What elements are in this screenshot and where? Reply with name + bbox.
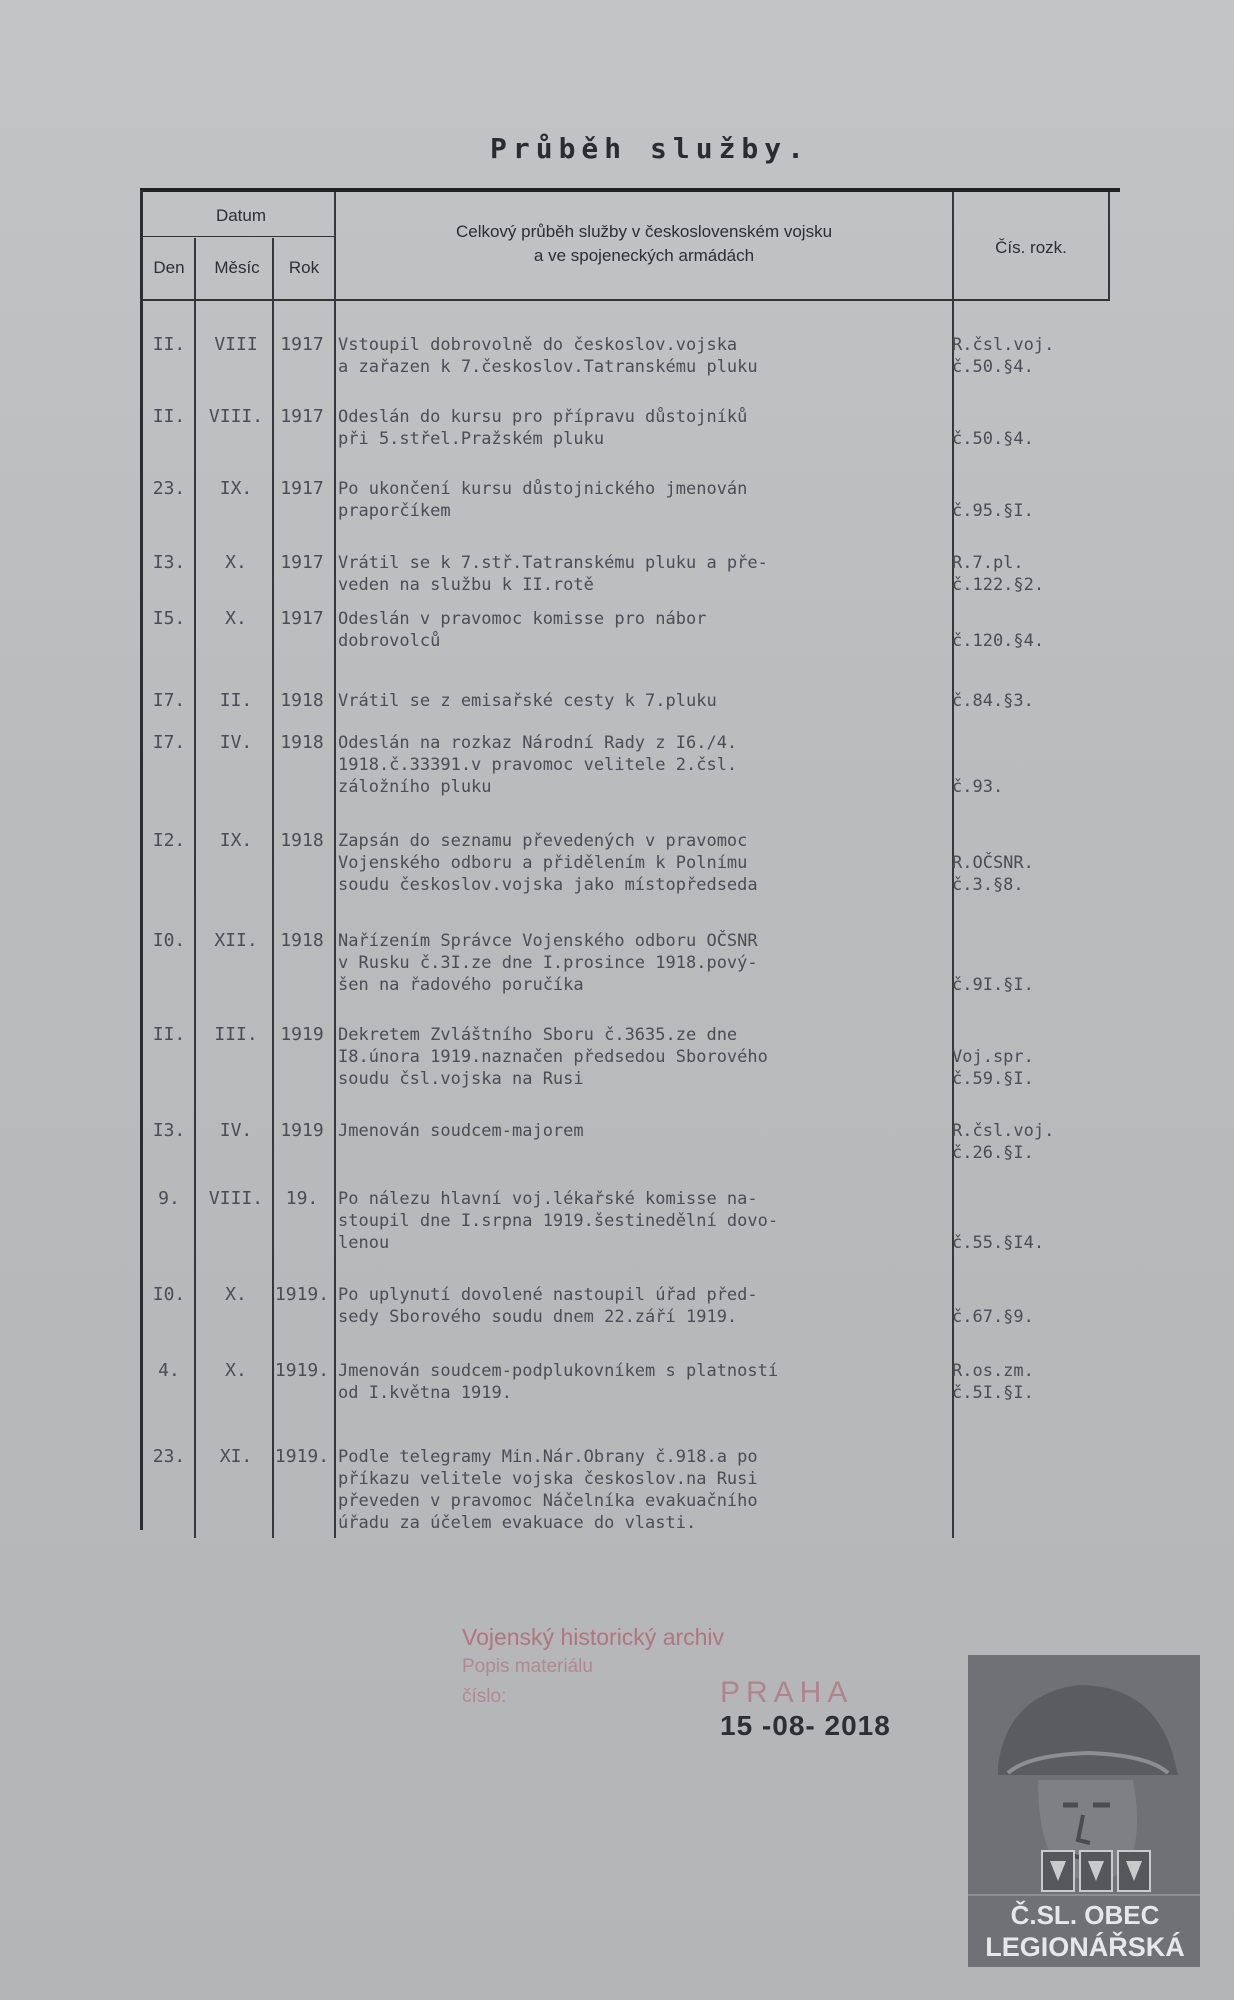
cell-rok: 1919 bbox=[280, 1024, 324, 1045]
cell-rozk: Voj.spr. č.59.§I. bbox=[952, 1047, 1034, 1089]
cell-rok: 1917 bbox=[280, 552, 324, 573]
cell-den: I2. bbox=[152, 830, 186, 851]
cell-rok: 1919 bbox=[280, 1120, 324, 1141]
header-datum: Datum bbox=[215, 206, 267, 225]
cell-rok: 1919. bbox=[274, 1446, 330, 1467]
column-divider-den bbox=[194, 238, 196, 1538]
cell-mesic: VIII. bbox=[208, 1188, 264, 1209]
cell-den: I0. bbox=[152, 1284, 186, 1305]
cell-mesic: IV. bbox=[219, 732, 253, 753]
cell-mesic: XII. bbox=[214, 930, 258, 951]
header-mesic: Měsíc bbox=[214, 258, 260, 277]
cell-rozk: č.84.§3. bbox=[952, 691, 1034, 711]
cell-text: Vstoupil dobrovolně do českoslov.vojska a zařazen k 7.českoslov.Tatranskému pluku bbox=[338, 335, 758, 377]
cell-rozk: R.OČSNR. č.3.§8. bbox=[952, 853, 1034, 895]
cell-text: Jmenován soudcem-majorem bbox=[338, 1121, 584, 1141]
cell-mesic: VIII. bbox=[208, 406, 264, 427]
cell-rozk: R.os.zm. č.5I.§I. bbox=[952, 1361, 1034, 1403]
cell-rok: 1917 bbox=[280, 334, 324, 355]
cell-rozk: č.67.§9. bbox=[952, 1307, 1034, 1327]
cell-rozk: č.9I.§I. bbox=[952, 975, 1034, 995]
cell-text: Po nálezu hlavní voj.lékařské komisse na- stoupil dne I.srpna 1919.šestinedělní dovo- lenou bbox=[338, 1189, 779, 1253]
cell-mesic: IX. bbox=[219, 478, 253, 499]
cell-mesic: III. bbox=[214, 1024, 258, 1045]
cell-den: I0. bbox=[152, 930, 186, 951]
page-title: Průběh služby. bbox=[490, 132, 811, 165]
cell-mesic: XI. bbox=[219, 1446, 253, 1467]
cell-text: Po ukončení kursu důstojnického jmenován praporčíkem bbox=[338, 479, 748, 521]
logo-text-line1: Č.SL. OBEC bbox=[1010, 1900, 1160, 1930]
cell-den: II. bbox=[152, 1024, 186, 1045]
date-stamp-date: 15 -08- 2018 bbox=[720, 1710, 891, 1741]
cell-den: I7. bbox=[152, 732, 186, 753]
cell-text: Vrátil se k 7.stř.Tatranskému pluku a pře- veden na službu k II.rotě bbox=[338, 553, 768, 595]
cell-rozk: č.95.§I. bbox=[952, 501, 1034, 521]
cell-text: Vrátil se z emisařské cesty k 7.pluku bbox=[338, 691, 717, 711]
cell-den: 9. bbox=[158, 1188, 180, 1209]
cell-text: Dekretem Zvláštního Sboru č.3635.ze dne I8.února 1919.naznačen předsedou Sborového soudu čsl.vojska na Rusi bbox=[338, 1025, 768, 1089]
cell-text: Odeslán na rozkaz Národní Rady z I6./4. 1918.č.33391.v pravomoc velitele 2.čsl. záložního pluku bbox=[338, 733, 738, 797]
cell-mesic: IV. bbox=[219, 1120, 253, 1141]
cell-den: I7. bbox=[152, 690, 186, 711]
cell-mesic: X. bbox=[225, 1360, 247, 1381]
date-stamp bbox=[720, 1676, 891, 1742]
column-divider-mesic bbox=[272, 238, 274, 1538]
logo-text-line2: LEGIONÁŘSKÁ bbox=[985, 1932, 1185, 1962]
date-stamp-city: PRAHA bbox=[720, 1676, 854, 1709]
header-rok: Rok bbox=[288, 258, 320, 277]
cell-rozk: č.93. bbox=[952, 777, 1004, 797]
cell-mesic: X. bbox=[225, 552, 247, 573]
cell-mesic: VIII bbox=[214, 334, 258, 355]
cell-rozk: R.čsl.voj. č.50.§4. bbox=[952, 335, 1055, 377]
datum-header-rule bbox=[142, 236, 334, 237]
cell-den: 23. bbox=[152, 1446, 186, 1467]
archive-stamp-line2: Popis materiálu bbox=[462, 1656, 593, 1677]
cell-den: I3. bbox=[152, 552, 186, 573]
header-prubeh-line2: a ve spojeneckých armádách bbox=[533, 246, 755, 265]
archive-stamp bbox=[462, 1622, 724, 1712]
cell-mesic: X. bbox=[225, 1284, 247, 1305]
cell-mesic: II. bbox=[219, 690, 253, 711]
cell-rok: 1919. bbox=[274, 1360, 330, 1381]
cell-text: Po uplynutí dovolené nastoupil úřad před- sedy Sborového soudu dnem 22.září 1919. bbox=[338, 1285, 758, 1327]
column-divider-right bbox=[1108, 192, 1110, 300]
cell-rozk: č.55.§I4. bbox=[952, 1233, 1045, 1253]
archive-stamp-line1: Vojenský historický archiv bbox=[462, 1624, 725, 1650]
cell-rok: 1917 bbox=[280, 406, 324, 427]
cell-text: Podle telegramy Min.Nár.Obrany č.918.a po příkazu velitele vojska českoslov.na Rusi převeden v pravomoc Náčelníka evakuačního úřadu za účelem evakuace do vlasti. bbox=[338, 1447, 758, 1533]
cell-den: 4. bbox=[158, 1360, 180, 1381]
cell-rozk: č.50.§4. bbox=[952, 429, 1034, 449]
header-bottom-rule bbox=[142, 299, 1110, 301]
cell-den: II. bbox=[152, 406, 186, 427]
cell-rok: 1919. bbox=[274, 1284, 330, 1305]
cell-rok: 1918 bbox=[280, 732, 324, 753]
header-cis-rozk: Čís. rozk. bbox=[995, 238, 1067, 257]
cell-mesic: X. bbox=[225, 608, 247, 629]
archive-stamp-line3: číslo: bbox=[462, 1686, 507, 1707]
cell-rok: 1918 bbox=[280, 830, 324, 851]
cell-rok: 1917 bbox=[280, 478, 324, 499]
cell-rok: 1917 bbox=[280, 608, 324, 629]
cell-den: I5. bbox=[152, 608, 186, 629]
column-divider-rok bbox=[334, 192, 336, 1538]
cell-text: Zapsán do seznamu převedených v pravomoc Vojenského odboru a přidělením k Polnímu soudu českoslov.vojska jako místopředseda bbox=[338, 831, 758, 895]
cell-text: Nařízením Správce Vojenského odboru OČSNR v Rusku č.3I.ze dne I.prosince 1918.pový- šen na řadového poručíka bbox=[338, 931, 758, 995]
cell-rozk: č.120.§4. bbox=[952, 631, 1045, 651]
cell-rozk: R.7.pl. č.122.§2. bbox=[952, 553, 1045, 595]
cell-den: 23. bbox=[152, 478, 186, 499]
cell-rozk: R.čsl.voj. č.26.§I. bbox=[952, 1121, 1055, 1163]
cell-den: I3. bbox=[152, 1120, 186, 1141]
cell-text: Odeslán do kursu pro přípravu důstojníků při 5.střel.Pražském pluku bbox=[338, 407, 748, 449]
cell-rok: 1918 bbox=[280, 930, 324, 951]
cell-rok: 1918 bbox=[280, 690, 324, 711]
cell-text: Jmenován soudcem-podplukovníkem s platností od I.května 1919. bbox=[338, 1361, 779, 1403]
cell-text: Odeslán v pravomoc komisse pro nábor dobrovolců bbox=[338, 609, 707, 651]
cell-mesic: IX. bbox=[219, 830, 253, 851]
cell-rok: 19. bbox=[285, 1188, 319, 1209]
header-prubeh-line1: Celkový průběh služby v československém vojsku bbox=[455, 222, 833, 241]
header-den: Den bbox=[153, 258, 185, 277]
cell-den: II. bbox=[152, 334, 186, 355]
